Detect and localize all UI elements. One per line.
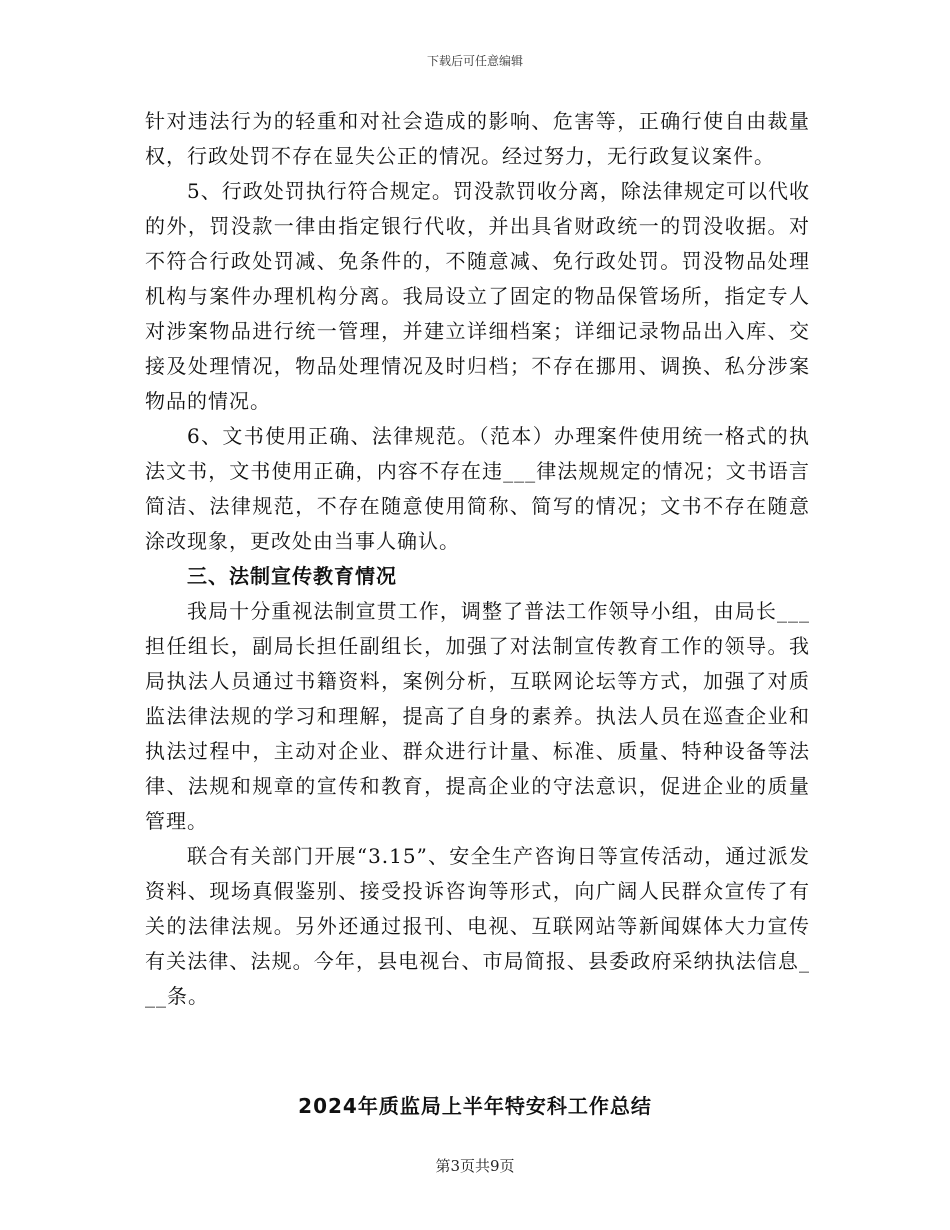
next-document-title: 2024年质监局上半年特安科工作总结 [298,1094,652,1118]
paragraph-item-6: 6、文书使用正确、法律规范。（范本）办理案件使用统一格式的执法文书，文书使用正确，内容不存在违___律法规规定的情况；文书语言简洁、法律规范，不存在随意使用简称、简写的情况；文书不存在随意涂改现象，更改处由当事人确认。 [145,424,810,553]
page-number-footer: 第3页共9页 [435,1157,515,1175]
paragraph-continuation: 针对违法行为的轻重和对社会造成的影响、危害等，正确行使自由裁量权，行政处罚不存在显失公正的情况。经过努力，无行政复议案件。 [145,109,810,168]
section-heading-legal-education: 三、法制宣传教育情况 [187,564,397,588]
paragraph-joint-activities: 联合有关部门开展“3.15”、安全生产咨询日等宣传活动，通过派发资料、现场真假鉴别、接受投诉咨询等形式，向广阔人民群众宣传了有关的法律法规。另外还通过报刊、电视、互联网站等新闻媒体大力宣传有关法律、法规。今年，县电视台、市局简报、县委政府采纳执法信息___条。 [145,844,810,1008]
paragraph-item-5: 5、行政处罚执行符合规定。罚没款罚收分离，除法律规定可以代收的外，罚没款一律由指定银行代收，并出具省财政统一的罚没收据。对不符合行政处罚减、免条件的，不随意减、免行政处罚。罚没物品处理机构与案件办理机构分离。我局设立了固定的物品保管场所，指定专人对涉案物品进行统一管理，并建立详细档案；详细记录物品出入库、交接及处理情况，物品处理情况及时归档；不存在挪用、调换、私分涉案物品的情况。 [145,179,810,413]
document-body [145,104,810,1014]
page-header-note: 下载后可任意编辑 [426,54,523,68]
paragraph-legal-promotion: 我局十分重视法制宣贯工作，调整了普法工作领导小组，由局长___担任组长，副局长担任副组长，加强了对法制宣传教育工作的领导。我局执法人员通过书籍资料，案例分析，互联网论坛等方式，加强了对质监法律法规的学习和理解，提高了自身的素养。执法人员在巡查企业和执法过程中，主动对企业、群众进行计量、标准、质量、特种设备等法律、法规和规章的宣传和教育，提高企业的守法意识，促进企业的质量管理。 [145,599,810,833]
